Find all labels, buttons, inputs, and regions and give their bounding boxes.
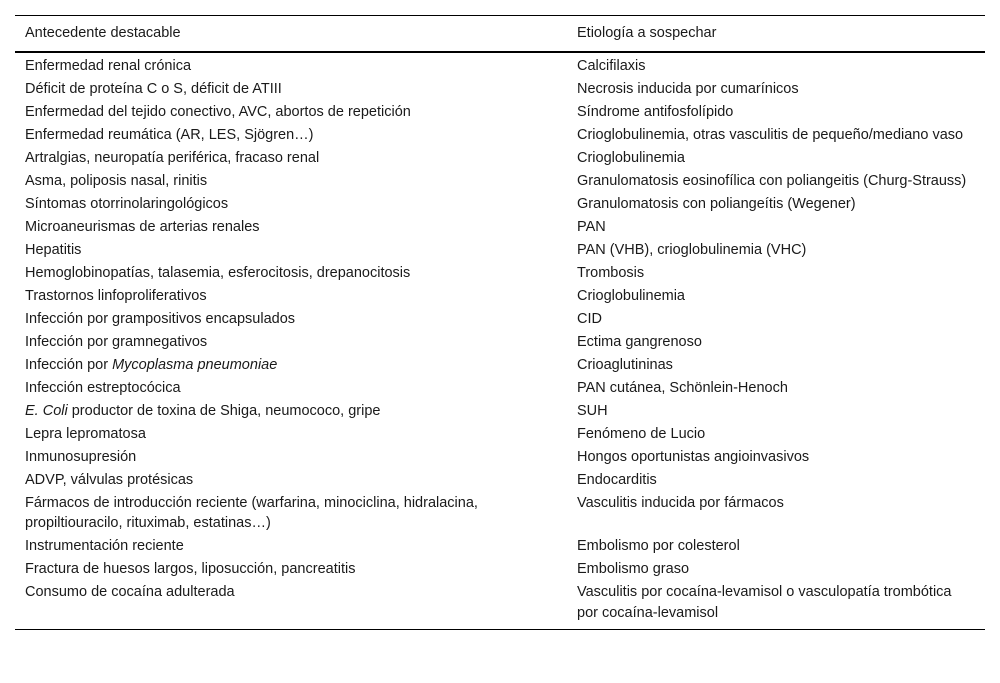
table-row bbox=[15, 238, 985, 261]
table-row bbox=[15, 307, 985, 330]
table-row bbox=[15, 169, 985, 192]
antecedente-cell bbox=[15, 238, 567, 261]
table-row bbox=[15, 52, 985, 78]
antecedente-text: Hemoglobinopatías, talasemia, esferocitosis, drepanocitosis bbox=[25, 264, 411, 281]
etiologia-cell: PAN bbox=[577, 218, 606, 235]
antecedente-text: Lepra lepromatosa bbox=[25, 425, 146, 442]
table-row bbox=[15, 192, 985, 215]
table-row bbox=[15, 399, 985, 422]
etiologia-cell: Crioglobulinemia bbox=[577, 149, 685, 166]
antecedente-cell bbox=[15, 192, 567, 215]
antecedente-cell bbox=[15, 215, 567, 238]
etiologia-cell: Crioglobulinemia, otras vasculitis de pequeño/mediano vaso bbox=[577, 126, 964, 143]
antecedente-cell bbox=[15, 146, 567, 169]
table-row bbox=[15, 468, 985, 491]
etiologia-cell: SUH bbox=[577, 402, 608, 419]
antecedente-cell bbox=[15, 330, 567, 353]
antecedente-cell bbox=[15, 52, 567, 78]
table-row bbox=[15, 581, 985, 630]
antecedente-cell bbox=[15, 284, 567, 307]
etiologia-cell: Crioglobulinemia bbox=[577, 287, 685, 304]
table-row bbox=[15, 535, 985, 558]
antecedente-text: Hepatitis bbox=[25, 241, 82, 258]
etiologia-cell: Trombosis bbox=[577, 264, 645, 281]
etiologia-cell: Granulomatosis con poliangeítis (Wegener) bbox=[577, 195, 856, 212]
antecedente-text: Infección estreptocócica bbox=[25, 379, 181, 396]
etiologia-cell: Fenómeno de Lucio bbox=[577, 425, 706, 442]
etiologia-cell: CID bbox=[577, 310, 602, 327]
antecedente-text: productor de toxina de Shiga, neumococo, gripe bbox=[67, 402, 381, 419]
antecedente-cell bbox=[15, 376, 567, 399]
antecedente-text: ADVP, válvulas protésicas bbox=[25, 471, 194, 488]
etiologia-cell: PAN (VHB), crioglobulinemia (VHC) bbox=[577, 241, 807, 258]
antecedente-italic-text: E. Coli bbox=[25, 402, 68, 419]
table-row bbox=[15, 353, 985, 376]
antecedente-cell bbox=[15, 169, 567, 192]
antecedente-cell bbox=[15, 123, 567, 146]
table-row bbox=[15, 422, 985, 445]
antecedente-text: Infección por grampositivos encapsulados bbox=[25, 310, 296, 327]
antecedente-cell bbox=[15, 77, 567, 100]
table-body bbox=[15, 52, 985, 630]
antecedente-text: Síntomas otorrinolaringológicos bbox=[25, 195, 229, 212]
header-etiologia: Etiología a sospechar bbox=[577, 25, 717, 41]
etiologia-cell: Embolismo graso bbox=[577, 561, 690, 577]
antecedente-text: Fármacos de introducción reciente (warfarina, minociclina, hidralacina, propiltiouracilo, rituximab, estatinas…) bbox=[25, 494, 478, 531]
antecedente-text: Trastornos linfoproliferativos bbox=[25, 287, 207, 304]
etiologia-cell: PAN cutánea, Schönlein-Henoch bbox=[577, 379, 788, 396]
antecedente-cell bbox=[15, 261, 567, 284]
table-row bbox=[15, 445, 985, 468]
antecedente-cell bbox=[15, 353, 567, 376]
antecedente-cell bbox=[15, 581, 567, 630]
antecedente-text: Enfermedad renal crónica bbox=[25, 57, 192, 74]
table-row bbox=[15, 77, 985, 100]
table-row bbox=[15, 330, 985, 353]
antecedente-text: Consumo de cocaína adulterada bbox=[25, 584, 235, 600]
table-row bbox=[15, 284, 985, 307]
table-row bbox=[15, 215, 985, 238]
etiologia-cell: Síndrome antifosfolípido bbox=[577, 103, 734, 120]
table-row bbox=[15, 376, 985, 399]
antecedente-cell bbox=[15, 399, 567, 422]
antecedente-cell bbox=[15, 422, 567, 445]
etiologia-cell: Hongos oportunistas angioinvasivos bbox=[577, 448, 810, 465]
antecedente-text: Fractura de huesos largos, liposucción, pancreatitis bbox=[25, 561, 356, 577]
antecedente-text: Enfermedad del tejido conectivo, AVC, abortos de repetición bbox=[25, 103, 411, 120]
antecedente-cell bbox=[15, 491, 567, 535]
etiologia-cell: Calcifilaxis bbox=[577, 57, 646, 74]
antecedente-cell bbox=[15, 100, 567, 123]
etiologia-cell: Crioaglutininas bbox=[577, 356, 673, 373]
etiologia-cell: Vasculitis inducida por fármacos bbox=[577, 494, 784, 511]
table-row bbox=[15, 558, 985, 581]
antecedente-text: Inmunosupresión bbox=[25, 448, 137, 465]
antecedente-text: Microaneurismas de arterias renales bbox=[25, 218, 260, 235]
table-row bbox=[15, 100, 985, 123]
etiologia-cell: Vasculitis por cocaína-levamisol o vasculopatía trombótica por cocaína-levamisol bbox=[577, 584, 952, 621]
antecedente-text: Déficit de proteína C o S, déficit de ATIII bbox=[25, 80, 282, 97]
antecedente-text: Asma, poliposis nasal, rinitis bbox=[25, 172, 208, 189]
etiologia-cell: Granulomatosis eosinofílica con poliangeitis (Churg-Strauss) bbox=[577, 172, 967, 189]
antecedente-text: Instrumentación reciente bbox=[25, 538, 184, 554]
etiologia-cell: Necrosis inducida por cumarínicos bbox=[577, 80, 799, 97]
table-row bbox=[15, 146, 985, 169]
antecedente-cell bbox=[15, 445, 567, 468]
header-antecedente: Antecedente destacable bbox=[25, 25, 181, 41]
antecedente-cell bbox=[15, 535, 567, 558]
table-row bbox=[15, 123, 985, 146]
antecedente-text: Artralgias, neuropatía periférica, fracaso renal bbox=[25, 149, 320, 166]
antecedente-text: Infección por bbox=[25, 356, 113, 373]
antecedente-italic-text: Mycoplasma pneumoniae bbox=[112, 356, 278, 373]
antecedente-cell bbox=[15, 468, 567, 491]
etiologia-cell: Ectima gangrenoso bbox=[577, 333, 702, 350]
antecedente-cell bbox=[15, 307, 567, 330]
etiologia-cell: Embolismo por colesterol bbox=[577, 538, 740, 554]
antecedente-text: Enfermedad reumática (AR, LES, Sjögren…) bbox=[25, 126, 314, 143]
table-row bbox=[15, 491, 985, 535]
antecedente-text: Infección por gramnegativos bbox=[25, 333, 208, 350]
antecedente-cell bbox=[15, 558, 567, 581]
etiologia-cell: Endocarditis bbox=[577, 471, 657, 488]
etiology-table bbox=[15, 15, 985, 630]
table-header-row bbox=[15, 16, 985, 52]
table-row bbox=[15, 261, 985, 284]
